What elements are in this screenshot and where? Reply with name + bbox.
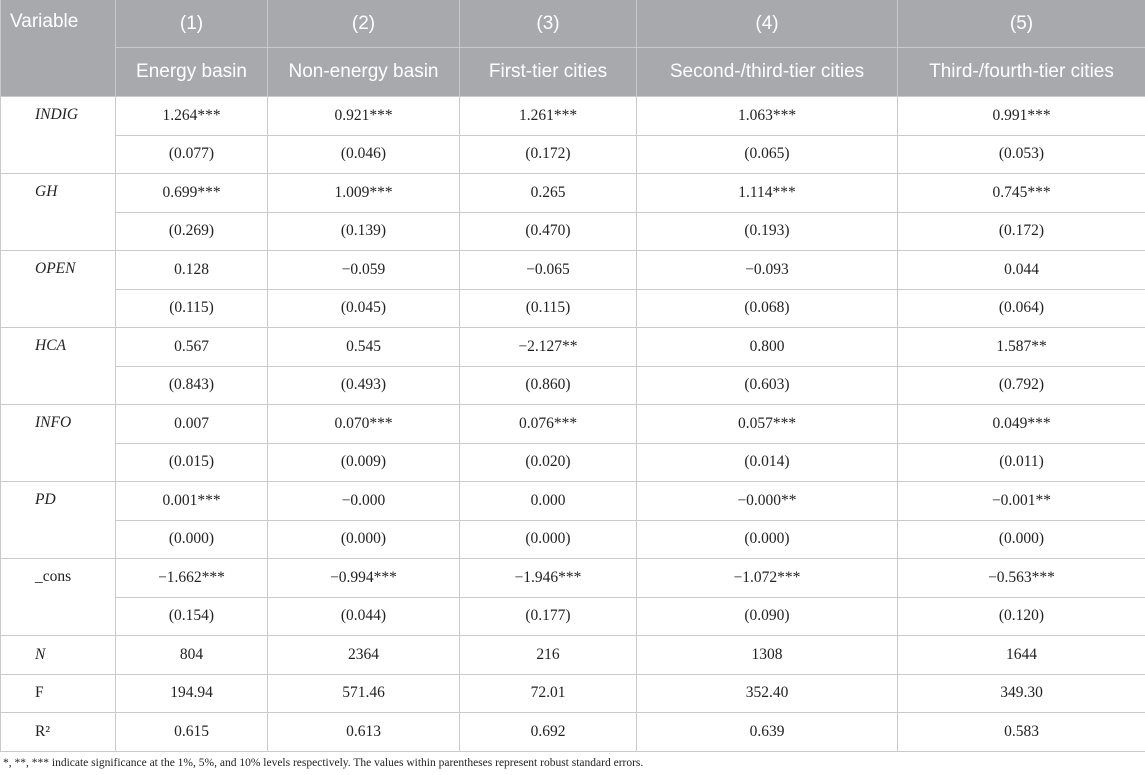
variable-name: INFO — [1, 405, 116, 482]
statistic-cell: 0.615 — [116, 713, 268, 752]
standard-error-cell: (0.493) — [268, 366, 460, 405]
coefficient-cell: 1.063*** — [637, 97, 898, 136]
table-row — [1, 443, 1145, 482]
table-row — [1, 713, 1145, 752]
table-row — [1, 97, 1145, 136]
standard-error-cell: (0.077) — [116, 135, 268, 174]
variable-name: PD — [1, 482, 116, 559]
standard-error-cell: (0.065) — [637, 135, 898, 174]
column-number: (3) — [460, 0, 637, 48]
statistic-cell: 352.40 — [637, 674, 898, 713]
coefficient-cell: 0.921*** — [268, 97, 460, 136]
standard-error-cell: (0.000) — [268, 520, 460, 559]
column-label: Second-/third-tier cities — [637, 48, 898, 97]
table-row — [1, 135, 1145, 174]
standard-error-cell: (0.064) — [898, 289, 1145, 328]
standard-error-cell: (0.470) — [460, 212, 637, 251]
table-row — [1, 597, 1145, 636]
standard-error-cell: (0.172) — [898, 212, 1145, 251]
coefficient-cell: 0.070*** — [268, 405, 460, 444]
standard-error-cell: (0.011) — [898, 443, 1145, 482]
statistic-name: N — [1, 636, 116, 675]
standard-error-cell: (0.154) — [116, 597, 268, 636]
standard-error-cell: (0.000) — [637, 520, 898, 559]
statistic-cell: 194.94 — [116, 674, 268, 713]
standard-error-cell: (0.090) — [637, 597, 898, 636]
statistic-cell: 216 — [460, 636, 637, 675]
standard-error-cell: (0.603) — [637, 366, 898, 405]
variable-name: OPEN — [1, 251, 116, 328]
coefficient-cell: −0.059 — [268, 251, 460, 290]
statistic-cell: 0.639 — [637, 713, 898, 752]
standard-error-cell: (0.068) — [637, 289, 898, 328]
standard-error-cell: (0.000) — [898, 520, 1145, 559]
table-row — [1, 174, 1145, 213]
standard-error-cell: (0.014) — [637, 443, 898, 482]
coefficient-cell: 0.057*** — [637, 405, 898, 444]
coefficient-cell: −1.072*** — [637, 559, 898, 598]
column-label: Third-/fourth-tier cities — [898, 48, 1145, 97]
standard-error-cell: (0.045) — [268, 289, 460, 328]
statistic-cell: 0.692 — [460, 713, 637, 752]
statistic-name: F — [1, 674, 116, 713]
table-footnote: *, **, *** indicate significance at the 1%, 5%, and 10% levels respectively. The values within parentheses represent robust standard errors. — [3, 757, 644, 769]
variable-name: HCA — [1, 328, 116, 405]
coefficient-cell: −0.093 — [637, 251, 898, 290]
coefficient-cell: 0.001*** — [116, 482, 268, 521]
coefficient-cell: 1.114*** — [637, 174, 898, 213]
coefficient-cell: 0.800 — [637, 328, 898, 367]
standard-error-cell: (0.269) — [116, 212, 268, 251]
coefficient-cell: 0.000 — [460, 482, 637, 521]
table-row — [1, 328, 1145, 367]
statistic-cell: 349.30 — [898, 674, 1145, 713]
variable-column-header: Variable — [1, 0, 116, 97]
table-row — [1, 366, 1145, 405]
coefficient-cell: 0.567 — [116, 328, 268, 367]
column-number: (4) — [637, 0, 898, 48]
standard-error-cell: (0.044) — [268, 597, 460, 636]
table-row — [1, 636, 1145, 675]
variable-name: INDIG — [1, 97, 116, 174]
coefficient-cell: −0.065 — [460, 251, 637, 290]
standard-error-cell: (0.000) — [116, 520, 268, 559]
table-body — [1, 97, 1145, 752]
coefficient-cell: −1.662*** — [116, 559, 268, 598]
table-row — [1, 482, 1145, 521]
standard-error-cell: (0.115) — [460, 289, 637, 328]
table-row — [1, 289, 1145, 328]
standard-error-cell: (0.843) — [116, 366, 268, 405]
table-row — [1, 405, 1145, 444]
table-row — [1, 674, 1145, 713]
statistic-cell: 2364 — [268, 636, 460, 675]
statistic-cell: 1644 — [898, 636, 1145, 675]
table-row — [1, 212, 1145, 251]
coefficient-cell: 1.587** — [898, 328, 1145, 367]
column-label: Energy basin — [116, 48, 268, 97]
statistic-cell: 0.583 — [898, 713, 1145, 752]
standard-error-cell: (0.120) — [898, 597, 1145, 636]
table-header — [1, 0, 1145, 97]
column-label: First-tier cities — [460, 48, 637, 97]
coefficient-cell: 1.264*** — [116, 97, 268, 136]
coefficient-cell: −0.000 — [268, 482, 460, 521]
coefficient-cell: −0.563*** — [898, 559, 1145, 598]
coefficient-cell: −0.001** — [898, 482, 1145, 521]
coefficient-cell: 0.076*** — [460, 405, 637, 444]
standard-error-cell: (0.020) — [460, 443, 637, 482]
standard-error-cell: (0.000) — [460, 520, 637, 559]
variable-name: _cons — [1, 559, 116, 636]
statistic-cell: 0.613 — [268, 713, 460, 752]
standard-error-cell: (0.177) — [460, 597, 637, 636]
coefficient-cell: 0.745*** — [898, 174, 1145, 213]
coefficient-cell: −0.994*** — [268, 559, 460, 598]
coefficient-cell: 0.128 — [116, 251, 268, 290]
coefficient-cell: 0.049*** — [898, 405, 1145, 444]
coefficient-cell: 0.699*** — [116, 174, 268, 213]
standard-error-cell: (0.046) — [268, 135, 460, 174]
statistic-name: R² — [1, 713, 116, 752]
coefficient-cell: 1.009*** — [268, 174, 460, 213]
coefficient-cell: −0.000** — [637, 482, 898, 521]
coefficient-cell: 0.265 — [460, 174, 637, 213]
standard-error-cell: (0.015) — [116, 443, 268, 482]
statistic-cell: 1308 — [637, 636, 898, 675]
standard-error-cell: (0.860) — [460, 366, 637, 405]
standard-error-cell: (0.193) — [637, 212, 898, 251]
table-row — [1, 559, 1145, 598]
statistic-cell: 571.46 — [268, 674, 460, 713]
column-label: Non-energy basin — [268, 48, 460, 97]
column-number: (5) — [898, 0, 1145, 48]
coefficient-cell: 0.545 — [268, 328, 460, 367]
coefficient-cell: 0.007 — [116, 405, 268, 444]
table-row — [1, 520, 1145, 559]
statistic-cell: 804 — [116, 636, 268, 675]
standard-error-cell: (0.009) — [268, 443, 460, 482]
standard-error-cell: (0.172) — [460, 135, 637, 174]
coefficient-cell: 0.991*** — [898, 97, 1145, 136]
table-row — [1, 251, 1145, 290]
coefficient-cell: 1.261*** — [460, 97, 637, 136]
standard-error-cell: (0.115) — [116, 289, 268, 328]
statistic-cell: 72.01 — [460, 674, 637, 713]
coefficient-cell: −1.946*** — [460, 559, 637, 598]
coefficient-cell: 0.044 — [898, 251, 1145, 290]
standard-error-cell: (0.139) — [268, 212, 460, 251]
column-number: (1) — [116, 0, 268, 48]
coefficient-cell: −2.127** — [460, 328, 637, 367]
standard-error-cell: (0.053) — [898, 135, 1145, 174]
column-number: (2) — [268, 0, 460, 48]
standard-error-cell: (0.792) — [898, 366, 1145, 405]
variable-name: GH — [1, 174, 116, 251]
